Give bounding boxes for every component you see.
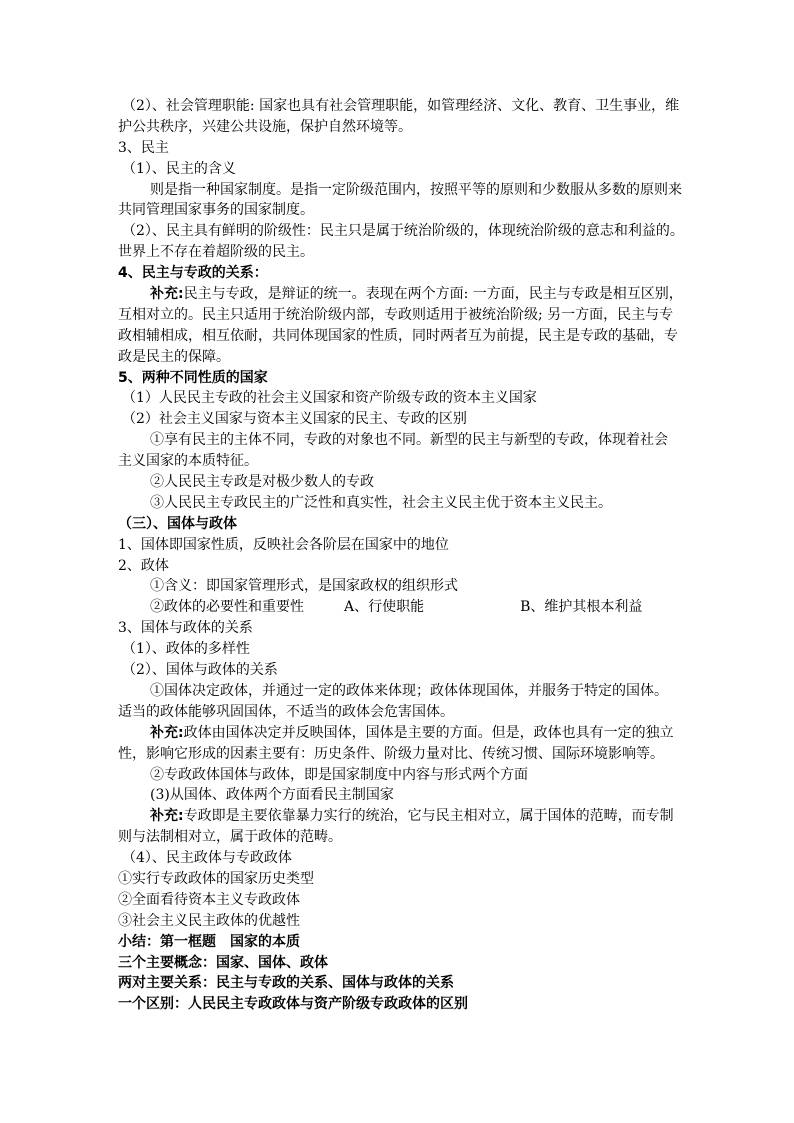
subsection-heading: （1）、民主的含义 — [122, 160, 236, 177]
supplement-line — [118, 284, 683, 305]
list-item-text: B、维护其根本利益 — [520, 599, 643, 616]
text-line: 共同管理国家事务的国家制度。 — [118, 202, 314, 219]
text-line: 政相辅相成，相互依耐，共同体现国家的性质，同时两者互为前提，民主是专政的基础，专 — [118, 327, 678, 344]
text-line: ③人民民主专政民主的广泛性和真实性，社会主义民主优于资本主义民主。 — [150, 494, 612, 511]
text-line: （1）人民民主专政的社会主义国家和资产阶级专政的资本主义国家 — [122, 390, 537, 407]
text-line: （2）、民主具有鲜明的阶级性：民主只是属于统治阶级的，体现统治阶级的意志和利益的。 — [122, 223, 684, 240]
list-item-text: ②政体的必要性和重要性 — [150, 599, 304, 616]
subsection-heading: （2）、国体与政体的关系 — [122, 662, 278, 679]
section-heading: 4、民主与专政的关系： — [118, 265, 268, 282]
summary-line: 两对主要关系：民主与专政的关系、国体与政体的关系 — [118, 975, 454, 992]
text-line: 则是指一种国家制度。是指一定阶级范围内，按照平等的原则和少数服从多数的原则来 — [150, 181, 682, 198]
text-line: ①国体决定政体，并通过一定的政体来体现；政体体现国体，并服务于特定的国体。 — [150, 682, 668, 699]
text-line: ②专政政体国体与政体，即是国家制度中内容与形式两个方面 — [150, 766, 528, 783]
text-line: 护公共秩序，兴建公共设施，保护自然环境等。 — [118, 118, 412, 135]
text-line: ①含义：即国家管理形式，是国家政权的组织形式 — [150, 578, 458, 595]
list-item: ③社会主义民主政体的优越性 — [118, 912, 300, 929]
supplement-line — [118, 723, 678, 744]
subsection-heading: （1）、政体的多样性 — [122, 641, 250, 658]
list-item: ①实行专政政体的国家历史类型 — [118, 870, 314, 887]
section-heading: （三）、国体与政体 — [118, 515, 237, 532]
section-heading: 3、民主 — [118, 139, 169, 156]
text-line: 政体由国体决定并反映国体，国体是主要的方面。但是，政体也具有一定的独立 — [183, 724, 674, 741]
subsection-heading: （4）、民主政体与专政政体 — [122, 850, 292, 867]
section-heading: 2、政体 — [118, 557, 169, 574]
list-item: ②全面看待资本主义专政政体 — [118, 891, 300, 908]
text-line: 世界上不存在着超阶级的民主。 — [118, 244, 314, 261]
text-line: 互相对立的。民主只适用于统治阶级内部，专政则适用于被统治阶级; 另一方面，民主与专 — [118, 306, 674, 323]
text-line: 专政即是主要依靠暴力实行的统治，它与民主相对立，属于国体的范畴，而专制 — [183, 808, 674, 825]
text-line: 政是民主的保障。 — [118, 348, 230, 365]
summary-line: 三个主要概念：国家、国体、政体 — [118, 954, 328, 971]
summary-heading: 小结：第一框题 国家的本质 — [118, 933, 300, 950]
section-heading: 3、国体与政体的关系 — [118, 620, 253, 637]
text-line: 主义国家的本质特征。 — [118, 453, 258, 470]
section-heading: 5、两种不同性质的国家 — [118, 369, 268, 386]
text-line: ①享有民主的主体不同，专政的对象也不同。新型的民主与新型的专政，体现着社会 — [150, 432, 668, 449]
text-line: (3)从国体、政体两个方面看民主制国家 — [150, 787, 394, 804]
supplement-label: 补充: — [150, 286, 184, 303]
text-line: 性，影响它形成的因素主要有：历史条件、阶级力量对比、传统习惯、国际环境影响等。 — [118, 745, 664, 762]
supplement-label: 补充: — [150, 808, 184, 825]
text-line: ②人民民主专政是对极少数人的专政 — [150, 474, 374, 491]
text-line: 则与法制相对立，属于政体的范畴。 — [118, 829, 342, 846]
text-line: （2）、社会管理职能: 国家也具有社会管理职能，如管理经济、文化、教育、卫生事业，维 — [122, 98, 680, 114]
text-line: 1、国体即国家性质，反映社会各阶层在国家中的地位 — [118, 536, 449, 553]
supplement-label: 补充: — [150, 724, 184, 741]
supplement-line — [118, 806, 678, 827]
document-page — [118, 96, 684, 1015]
text-line — [118, 597, 678, 618]
list-item-text: A、行使职能 — [344, 599, 425, 616]
text-line: 适当的政体能够巩固国体，不适当的政体会危害国体。 — [118, 703, 454, 720]
summary-line: 一个区别：人民民主专政政体与资产阶级专政政体的区别 — [118, 996, 468, 1013]
text-line: 民主与专政，是辩证的统一。表现在两个方面: 一方面，民主与专政是相互区别， — [183, 286, 683, 303]
text-line: （2）社会主义国家与资本主义国家的民主、专政的区别 — [122, 411, 467, 428]
